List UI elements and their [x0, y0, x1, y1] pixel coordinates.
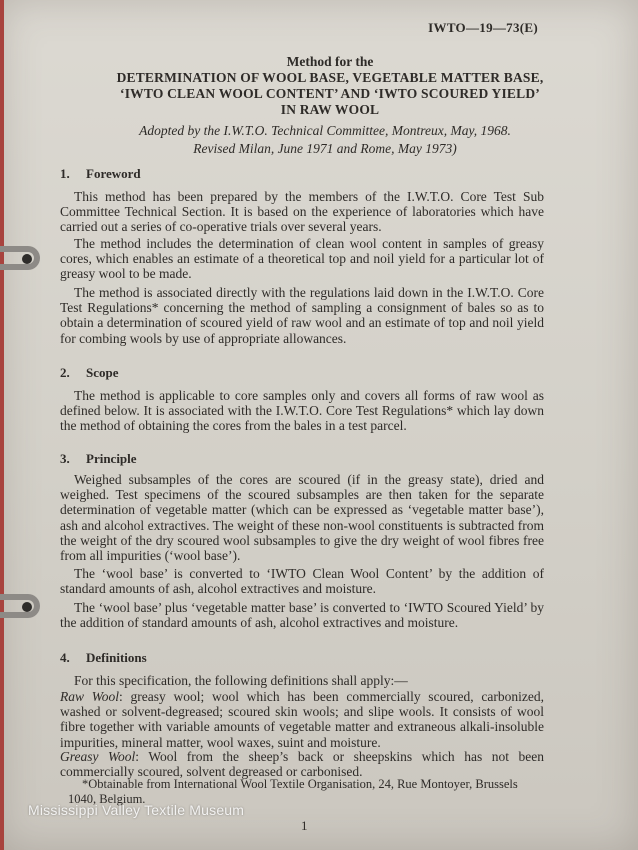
section-title: Foreword: [86, 166, 141, 181]
section-number: 2.: [60, 365, 70, 380]
definition-greasy-wool: [60, 749, 544, 779]
section-number: 3.: [60, 451, 70, 466]
section-title: Scope: [86, 365, 119, 380]
adoption-note: [60, 122, 590, 158]
section-heading-foreword: [60, 166, 141, 182]
paragraph: The method is associated directly with the regulations laid down in the I.W.T.O. Core Test Regulations* concerning the method of sampling a consignment of bales so as to obtain a determination of scoured yield of raw wool and an estimate of top and noil yield for combing wools by use of appropriate allowances.: [60, 285, 544, 346]
section-number: 4.: [60, 650, 70, 665]
section-heading-definitions: [60, 650, 147, 666]
adoption-line: Revised Milan, June 1971 and Rome, May 1973): [193, 141, 457, 156]
paragraph: The method includes the determination of clean wool content in samples of greasy cores, which enables an estimate of a theoretical top and noil yield for a particular lot of greasy wool to be made.: [60, 236, 544, 282]
title-line: IN RAW WOOL: [280, 102, 380, 117]
paragraph: The ‘wool base’ plus ‘vegetable matter base’ is converted to ‘IWTO Scoured Yield’ by the addition of standard amounts of ash, alcohol extractives and moisture.: [60, 600, 544, 631]
definition-raw-wool: [60, 689, 544, 750]
definitions-intro: For this specification, the following definitions shall apply:—: [74, 673, 408, 688]
title-line: ‘IWTO CLEAN WOOL CONTENT’ AND ‘IWTO SCOURED YIELD’: [120, 86, 540, 101]
definition-term: Raw Wool: [60, 689, 119, 704]
section-title: Principle: [86, 451, 137, 466]
document-title: [60, 54, 600, 118]
paragraph: This method has been prepared by the members of the I.W.T.O. Core Test Sub Committee Technical Section. It is based on the experience of laboratories which have carried out a series of co-operative trials over several years.: [60, 189, 544, 235]
footnote: *Obtainable from International Wool Textile Organisation, 24, Rue Montoyer, Brussels 1040, Belgium.: [68, 777, 518, 806]
definition-text: : Wool from the sheep’s back or sheepskins which has not been commercially scoured, solvent degreased or carbonised.: [60, 749, 544, 780]
document-code: IWTO—19—73(E): [428, 20, 538, 35]
title-line: DETERMINATION OF WOOL BASE, VEGETABLE MATTER BASE,: [116, 70, 544, 85]
adoption-line: Adopted by the I.W.T.O. Technical Committee, Montreux, May, 1968.: [139, 123, 511, 138]
page-number: 1: [301, 818, 308, 833]
title-method-for: Method for the: [286, 54, 374, 69]
paragraph: The method is applicable to core samples only and covers all forms of raw wool as defined below. It is associated with the I.W.T.O. Core Test Regulations* which lay down the method of obtaining the cores from the bales in a test parcel.: [60, 388, 544, 434]
section-number: 1.: [60, 166, 70, 181]
paragraph: The ‘wool base’ is converted to ‘IWTO Clean Wool Content’ by the addition of standard amounts of ash, alcohol extractives and moisture.: [60, 566, 544, 597]
binder-ring-icon: [0, 246, 40, 270]
paragraph: Weighed subsamples of the cores are scoured (if in the greasy state), dried and weighed. Test specimens of the scoured subsamples are then taken for the separate determination of vegetable matter (which can be expressed as ‘vegetable matter base’), ash and alcohol extractives. The weight of these non-wool constituents is subtracted from the weight of the dry scoured wool subsamples to give the dry weight of wool fibres free from all impurities (‘wool base’).: [60, 472, 544, 564]
museum-watermark: Mississippi Valley Textile Museum: [28, 802, 245, 818]
section-heading-scope: [60, 365, 119, 381]
definition-text: : greasy wool; wool which has been commercially scoured, carbonized, washed or solvent-degreased; scoured skin wools; and slipe wools. It consists of wool fibre together with variable amounts of vegetable matter and extraneous alkali-insoluble impurities, mineral matter, wool waxes, suint and moisture.: [60, 689, 544, 750]
binder-ring-icon: [0, 594, 40, 618]
binder-edge: [0, 0, 4, 850]
definition-term: Greasy Wool: [60, 749, 136, 764]
section-title: Definitions: [86, 650, 147, 665]
section-heading-principle: [60, 451, 137, 467]
